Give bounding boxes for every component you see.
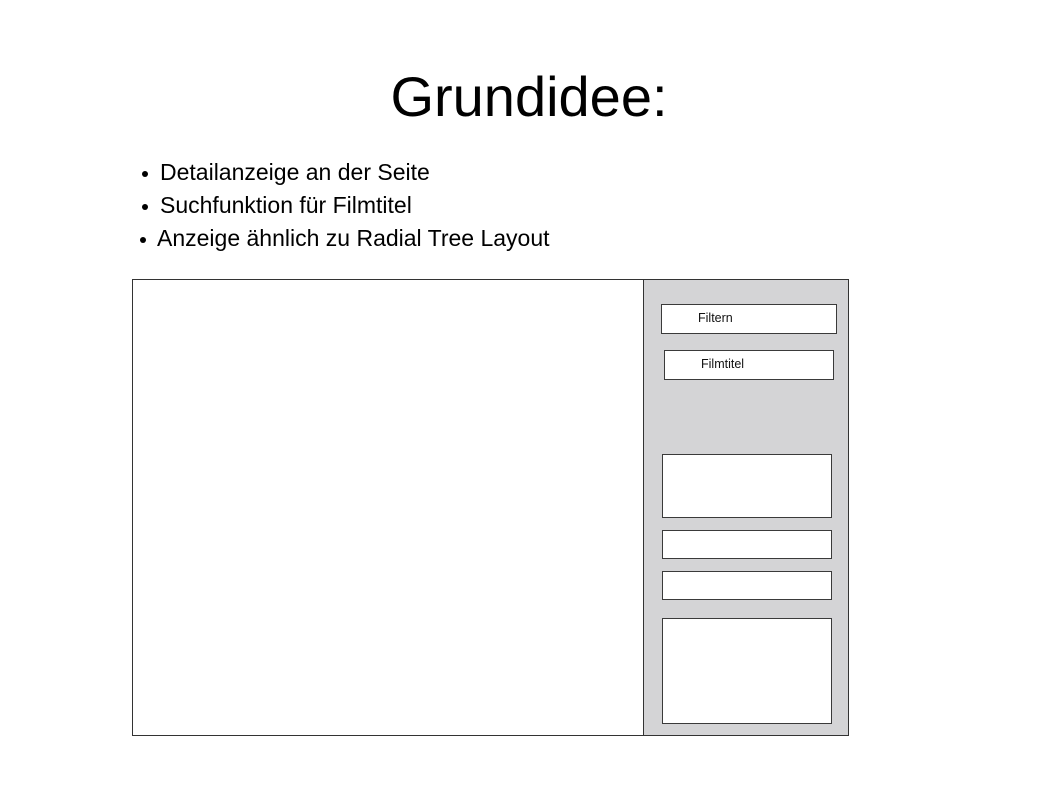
detail-sidebar — [644, 280, 848, 735]
detail-field-1 — [662, 530, 832, 559]
bullet-dot-icon — [142, 171, 148, 177]
bullet-text: Suchfunktion für Filmtitel — [160, 192, 412, 218]
filter-button-label: Filtern — [698, 311, 733, 325]
bullet-text: Detailanzeige an der Seite — [160, 159, 430, 185]
slide-title: Grundidee: — [390, 65, 668, 128]
filter-button[interactable] — [661, 304, 837, 334]
detail-panel-large — [662, 618, 832, 724]
bullet-list — [142, 156, 552, 255]
detail-panel-box — [662, 454, 832, 518]
bullet-item — [142, 156, 552, 189]
bullet-text: Anzeige ähnlich zu Radial Tree Layout — [157, 225, 550, 251]
ui-mockup-wireframe — [132, 279, 849, 736]
title-search-input[interactable] — [664, 350, 834, 380]
bullet-item — [142, 189, 552, 222]
detail-field-2 — [662, 571, 832, 600]
bullet-item — [140, 222, 550, 255]
bullet-dot-icon — [140, 237, 146, 243]
title-search-label: Filmtitel — [701, 357, 745, 371]
bullet-dot-icon — [142, 204, 148, 210]
visualization-area[interactable] — [133, 280, 644, 735]
